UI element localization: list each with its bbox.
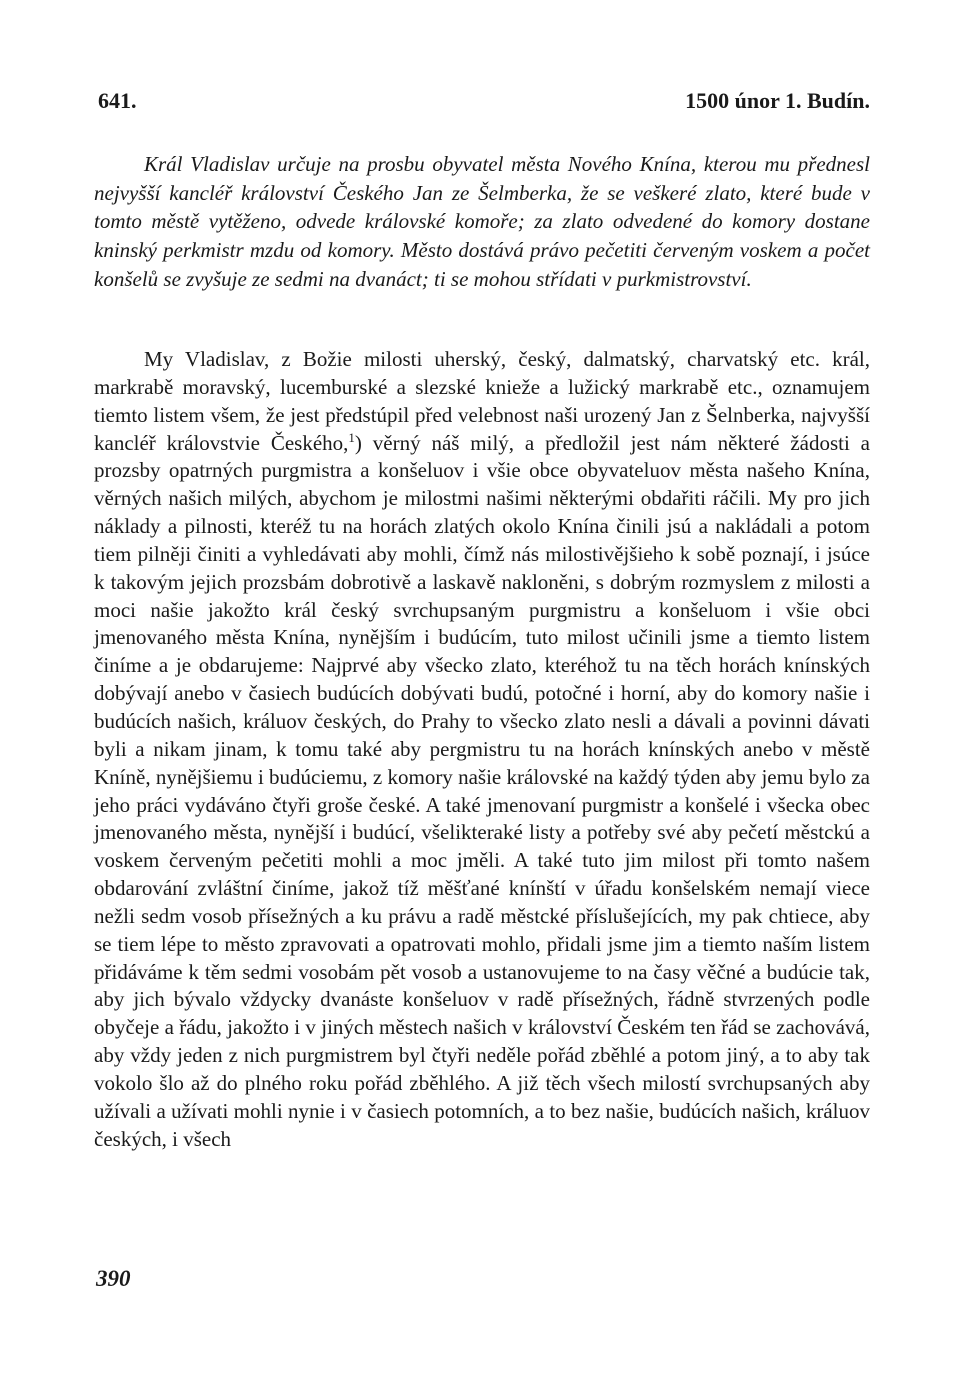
- document-date-place: 1500 únor 1. Budín.: [685, 88, 870, 113]
- page-number: 390: [96, 1266, 131, 1291]
- charter-text-part1: My Vladislav, z Božie milosti uherský, český, dalmatský, charvatský etc. král, markrabě moravský, lucemburské a slezské knieže a lužický markrabě etc., oznamujem tiemto listem všem, že jest předstúpil před velebnost naši urozený Jan z Šelnberka, najvyšší kancléř královstvie Českého,: [94, 347, 870, 455]
- charter-text: [94, 346, 870, 1153]
- footnote-reference: 1: [348, 429, 355, 445]
- document-number: 641.: [98, 88, 137, 113]
- charter-text-part2: ) věrný náš milý, a předložil jest nám některé žádosti a prozsby opatrných purgmistra a konšeluov i všie obce obyvateluov města našeho Knína, věrných našich milých, abychom je milostmi našimi některými obdařiti ráčili. My pro jich náklady a pilnosti, kteréž tu na horách zlatých okolo Knína činili jsú a nakládali a potom tiem pilněji činiti a vyhledávati aby mohli, čímž nás milostivějšieho k sobě poznají, i jsúce k takovým jejich prozsbám dobrotivě a laskavě nakloněni, s dobrým rozmyslem z milosti a moci našie jakožto král český svrchupsaným purgmistru a konšeluom i všie obci jmenovaného města Knína, nynějším i budúcím, tuto milost učinili jsme a tiemto listem činíme a je obdarujeme: Najprvé aby všecko zlato, kteréhož tu na těch horách knínských dobývají anebo v časiech budúcích dobývati budú, potočné i horní, aby do komory našie i budúcích našich, králuov českých, do Prahy to všecko zlato nesli a dávali a povinni dávati byli a nikam jinam, k tomu také aby pergmistru tu na horách knínských anebo v městě Kníně, nynějšiemu i budúciemu, z komory našie královské na každý týden aby jemu bylo za jeho práci vydáváno čtyři groše české. A také jmenovaní purgmistr a konšelé i všecka obec jmenovaného města, nynější i budúcí, všelikteraké listy a potřeby své aby pečetí městckú a voskem červeným pečetiti mohli a moc jměli. A také tuto jim milost při tomto našem obdarování zvláštní činíme, jakož tíž měšťané knínští v úřadu konšelském nemají viece nežli sedm vosob přísežných a ku právu a radě městcké příslušejících, my pak chtiece, aby se tiem lépe to město zpravovati a opatrovati mohlo, přidali jsme jim a tiemto naším listem přidáváme k těm sedmi vosobám pět vosob a ustanovujeme to na časy věčné a budúcie tak, aby jich bývalo vždycky dvanáste konšeluov v radě přísežných, řádně stvrzených podle obyčeje a řádu, jakožto i v jiných městech našich v království Českém ten řád se zachovává, aby vždy jeden z nich purgmistrem byl čtyři neděle pořád zběhlé a potom jiný, a to aby tak vokolo šlo až do plného roku pořád zběhlého. A již těch všech milostí svrchupsaných aby užívali a užívati mohli nynie i v časiech potomních, a to bez našie, budúcích našich, králuov českých, i všech: [94, 430, 870, 1151]
- regest-summary: Král Vladislav určuje na prosbu obyvatel města Nového Knína, kterou mu přednesl nejvyšší kancléř království Českého Jan ze Šelmberka, že se veškeré zlato, které bude v tomto městě vytěženo, odvede královské komoře; za zlato odvedené do komory dostane kninský perkmistr mzdu od komory. Město dostává právo pečetiti červeným voskem a počet konšelů se zvyšuje ze sedmi na dvanáct; ti se mohou střídati v purkmistrovství.: [94, 152, 870, 291]
- document-header: [94, 88, 870, 118]
